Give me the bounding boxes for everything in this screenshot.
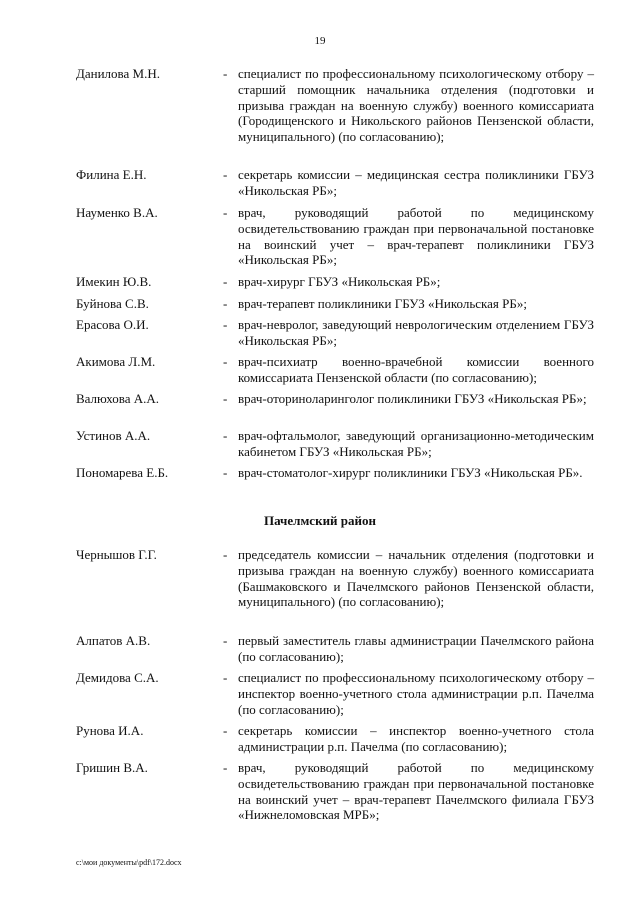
member-dash: -: [223, 465, 228, 480]
member-entry: [0, 670, 640, 723]
member-entry: [0, 167, 640, 205]
member-dash: -: [223, 205, 228, 220]
member-entry: [0, 317, 640, 354]
member-name: Гришин В.А.: [76, 760, 148, 775]
member-dash: -: [223, 428, 228, 443]
member-dash: -: [223, 547, 228, 562]
member-entry: [0, 723, 640, 760]
member-role: первый заместитель главы администрации Пачелмского района (по согласованию);: [238, 633, 594, 664]
member-dash: -: [223, 167, 228, 182]
file-path-footer: c:\мои документы\pdf\172.docx: [76, 858, 182, 867]
member-dash: -: [223, 633, 228, 648]
member-entry: [0, 205, 640, 274]
member-name: Демидова С.А.: [76, 670, 159, 685]
member-name: Науменко В.А.: [76, 205, 158, 220]
member-name: Устинов А.А.: [76, 428, 151, 443]
member-dash: -: [223, 296, 228, 311]
page-number: 19: [314, 35, 326, 47]
member-name: Данилова М.Н.: [76, 66, 160, 81]
member-role: специалист по профессиональному психологическому отбору – инспектор военно-учетного стола администрации р.п. Пачелма (по согласованию);: [238, 670, 594, 717]
member-role: секретарь комиссии – инспектор военно-учетного стола администрации р.п. Пачелма (по согласованию);: [238, 723, 594, 754]
member-name: Валюхова А.А.: [76, 391, 160, 406]
member-entry: [0, 465, 640, 502]
member-dash: -: [223, 317, 228, 332]
district-heading: Пачелмский район: [263, 513, 377, 528]
member-dash: -: [223, 670, 228, 685]
member-role: врач-психиатр военно-врачебной комиссии военного комиссариата Пензенской области (по согласованию);: [238, 354, 594, 385]
member-name: Рунова И.А.: [76, 723, 144, 738]
member-entry: [0, 633, 640, 670]
member-name: Пономарева Е.Б.: [76, 465, 169, 480]
member-role: врач, руководящий работой по медицинскому освидетельствованию граждан при первоначальной постановке на воинский учет – врач-терапевт Пачелмского филиала ГБУЗ «Нижнеломовская МРБ»;: [238, 760, 594, 823]
member-dash: -: [223, 354, 228, 369]
member-role: врач-терапевт поликлиники ГБУЗ «Никольская РБ»;: [238, 296, 527, 311]
member-name: Акимова Л.М.: [76, 354, 156, 369]
member-entry: [0, 296, 640, 317]
member-name: Филина Е.Н.: [76, 167, 147, 182]
member-dash: -: [223, 66, 228, 81]
member-entry: [0, 428, 640, 465]
member-entry: [0, 66, 640, 167]
member-name: Буйнова С.В.: [76, 296, 149, 311]
commission-list-pachelma: [0, 547, 640, 829]
member-role: врач-стоматолог-хирург поликлиники ГБУЗ «Никольская РБ».: [238, 465, 583, 480]
member-role: специалист по профессиональному психологическому отбору – старший помощник начальника отделения (подготовки и призыва граждан на военную службу) военного комиссариата (Городищенского и Никольского районов Пензенской области, муниципального) (по согласованию);: [238, 66, 594, 145]
member-entry: [0, 274, 640, 296]
member-role: врач, руководящий работой по медицинскому освидетельствованию граждан при первоначальной постановке на воинский учет – врач-терапевт поликлиники ГБУЗ «Никольская РБ»;: [238, 205, 594, 268]
member-role: врач-невролог, заведующий неврологическим отделением ГБУЗ «Никольская РБ»;: [238, 317, 594, 348]
member-entry: [0, 547, 640, 633]
member-dash: -: [223, 723, 228, 738]
member-role: врач-хирург ГБУЗ «Никольская РБ»;: [238, 274, 441, 289]
member-entry: [0, 760, 640, 829]
member-role: секретарь комиссии – медицинская сестра поликлиники ГБУЗ «Никольская РБ»;: [238, 167, 594, 198]
member-entry: [0, 391, 640, 428]
member-name: Чернышов Г.Г.: [76, 547, 157, 562]
member-dash: -: [223, 274, 228, 289]
member-dash: -: [223, 391, 228, 406]
member-entry: [0, 354, 640, 391]
member-name: Ерасова О.И.: [76, 317, 149, 332]
member-role: председатель комиссии – начальник отделения (подготовки и призыва граждан на военную службу) военного комиссариата (Башмаковского и Пачелмского районов Пензенской области, муниципального) (по согласованию);: [238, 547, 594, 610]
commission-list-nikolsky: [0, 66, 640, 502]
member-dash: -: [223, 760, 228, 775]
member-role: врач-оториноларинголог поликлиники ГБУЗ «Никольская РБ»;: [238, 391, 587, 406]
member-role: врач-офтальмолог, заведующий организационно-методическим кабинетом ГБУЗ «Никольская РБ»;: [238, 428, 594, 459]
member-name: Алпатов А.В.: [76, 633, 151, 648]
member-name: Имекин Ю.В.: [76, 274, 152, 289]
